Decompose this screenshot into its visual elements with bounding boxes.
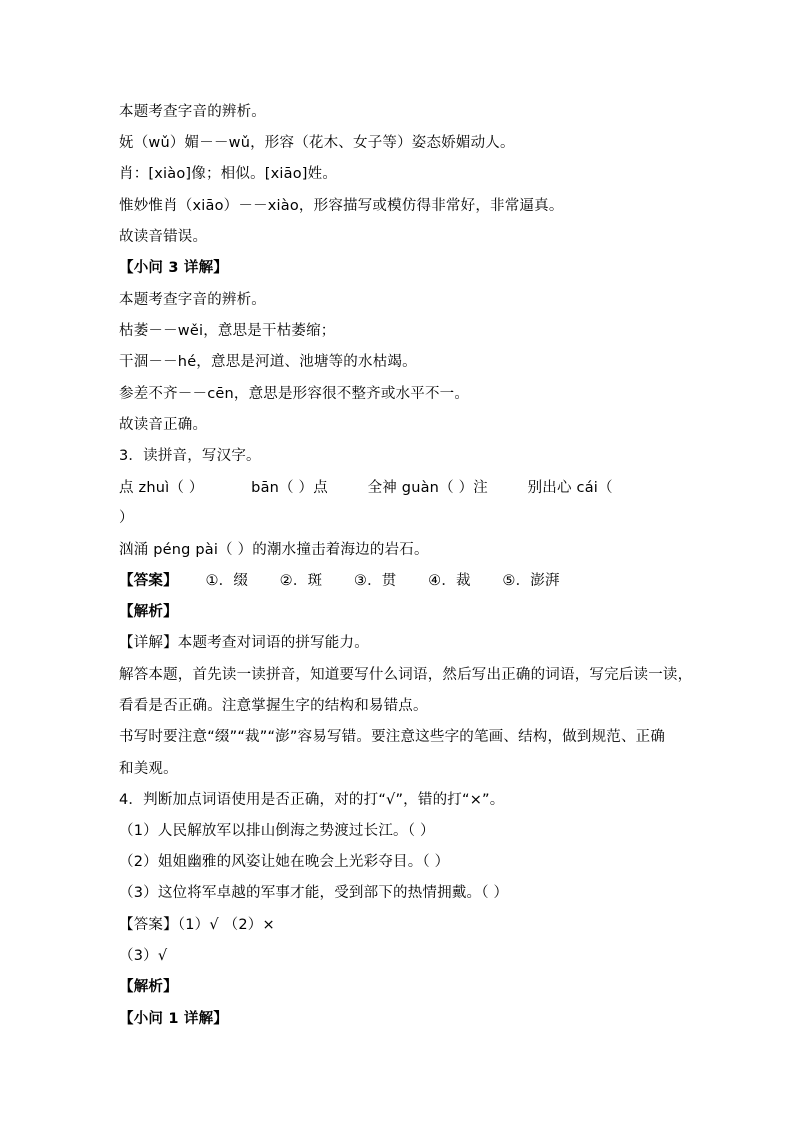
text-line-1: 本题考查字音的辨析。 (119, 104, 266, 120)
pinyin-sentence: 汹涌 péng pài（ ）的潮水撞击着海边的岩石。 (119, 542, 429, 558)
pinyin-item-3: 全神 guàn（ ）注 (367, 480, 488, 496)
answer-5: ⑤．澎湃 (502, 573, 560, 589)
text-line-7: 本题考查字音的辨析。 (119, 292, 266, 308)
q4-item-1: （1）人民解放军以排山倒海之势渡过长江。（ ） (119, 823, 435, 839)
answer-2: ②．斑 (279, 573, 323, 589)
q4-answer-row-2: （3）√ (119, 948, 168, 964)
text-line-4: 惟妙惟肖（xiāo）－－xiào，形容描写或模仿得非常好，非常逼真。 (119, 198, 564, 214)
answer-row (119, 571, 560, 591)
text-line-5: 故读音错误。 (119, 229, 208, 245)
q4-item-3: （3）这位将军卓越的军事才能，受到部下的热情拥戴。（ ） (119, 885, 509, 901)
question-3-title: 3．读拼音，写汉字。 (119, 448, 261, 464)
analysis-heading-2: 【解析】 (119, 979, 178, 995)
text-line-9: 干涸－－hé，意思是河道、池塘等的水枯竭。 (119, 354, 417, 370)
text-line-11: 故读音正确。 (119, 417, 208, 433)
text-line-detail: 【详解】本题考查对词语的拼写能力。 (119, 635, 369, 651)
text-line-para-2: 看看是否正确。注意掌握生字的结构和易错点。 (119, 698, 428, 714)
answer-1: ①．缀 (205, 573, 249, 589)
answer-label: 【答案】 (119, 573, 178, 589)
answer-4: ④．裁 (428, 573, 471, 589)
question-4-title: 4．判断加点词语使用是否正确，对的打“√”，错的打“×”。 (119, 792, 505, 808)
text-line-para-3: 书写时要注意“缀”“裁”“澎”容易写错。要注意这些字的笔画、结构，做到规范、正确 (119, 729, 666, 745)
text-line-para-4: 和美观。 (119, 761, 178, 777)
text-line-2: 妩（wǔ）媚－－wǔ，形容（花木、女子等）姿态娇媚动人。 (119, 135, 515, 151)
pinyin-row-wrap: ） (119, 510, 134, 526)
q4-item-2: （2）姐姐幽雅的风姿让她在晚会上光彩夺目。（ ） (119, 854, 450, 870)
q4-answer-row-1: 【答案】（1）√ （2）× (119, 917, 275, 933)
text-line-3: 肖：[xiào]像；相似。[xiāo]姓。 (119, 166, 338, 182)
section-heading-q3: 【小问 3 详解】 (119, 260, 228, 276)
pinyin-item-2: bān（ ）点 (251, 480, 328, 496)
pinyin-item-4: 别出心 cái（ (527, 480, 613, 496)
pinyin-row (119, 478, 613, 498)
text-line-8: 枯萎－－wěi，意思是干枯萎缩； (119, 323, 336, 339)
text-line-para-1: 解答本题，首先读一读拼音，知道要写什么词语，然后写出正确的词语，写完后读一读， (119, 667, 693, 683)
answer-3: ③．贯 (353, 573, 397, 589)
section-heading-q1: 【小问 1 详解】 (119, 1011, 228, 1027)
pinyin-item-1: 点 zhuì（ ） (119, 480, 204, 496)
analysis-heading: 【解析】 (119, 604, 178, 620)
text-line-10: 参差不齐－－cēn，意思是形容很不整齐或水平不一。 (119, 386, 470, 402)
